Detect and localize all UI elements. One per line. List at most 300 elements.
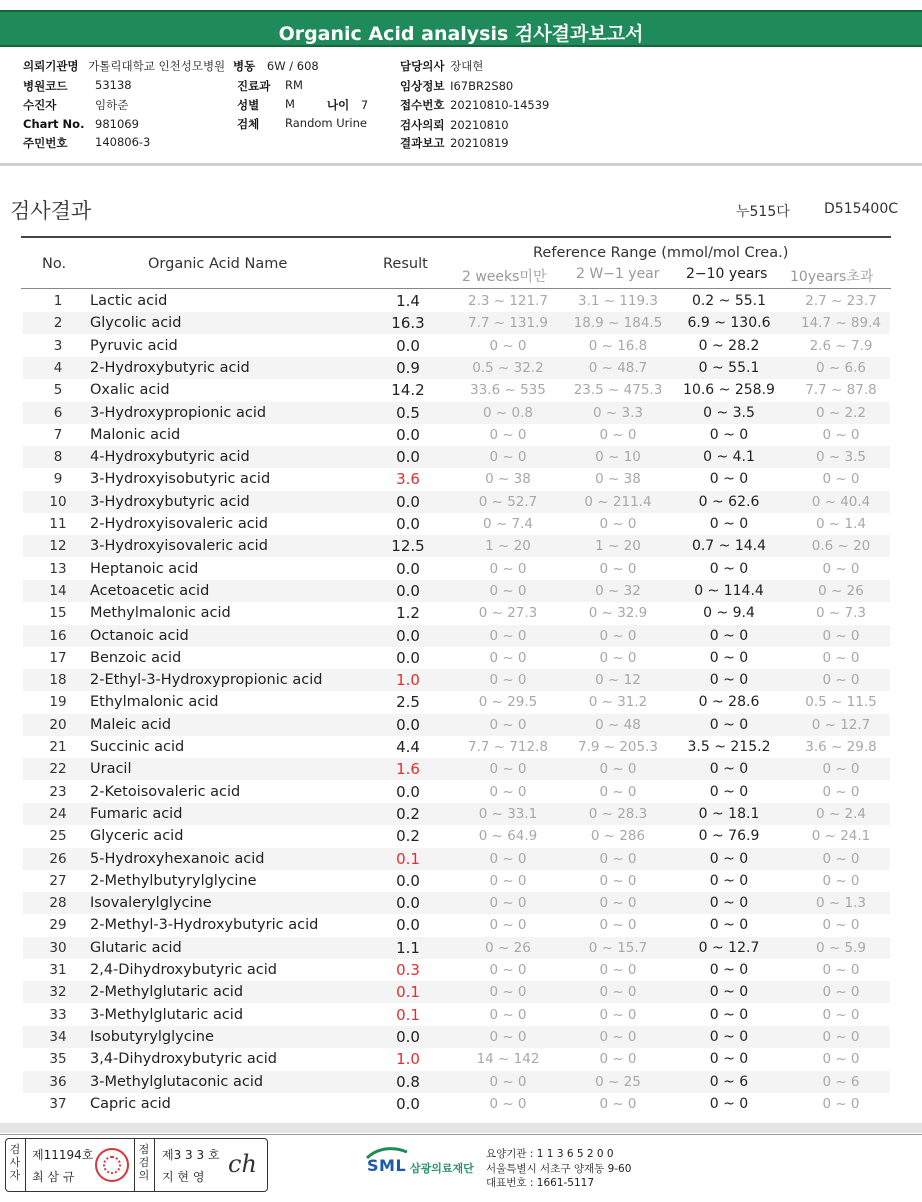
- range-2-10y: 0 ~ 4.1: [703, 449, 755, 466]
- result-value: 0.0: [396, 425, 420, 444]
- range-over-10y: 0.5 ~ 11.5: [805, 694, 877, 711]
- table-row: [23, 558, 890, 580]
- result-value: 0.1: [396, 1005, 420, 1024]
- row-number: 16: [49, 627, 67, 644]
- row-number: 21: [49, 739, 67, 755]
- range-2w-1y: 0 ~ 0: [599, 962, 637, 978]
- acid-name: Lactic acid: [90, 293, 168, 309]
- acid-name: 3-Hydroxybutyric acid: [90, 493, 250, 510]
- result-value: 0.0: [396, 782, 420, 801]
- table-row: [23, 491, 890, 513]
- acid-name: Isovalerylglycine: [90, 895, 212, 912]
- row-number: 23: [49, 783, 67, 800]
- range-2-10y: 0 ~ 0: [709, 962, 749, 978]
- range-2-10y: 0 ~ 3.5: [703, 404, 755, 421]
- result-value: 0.9: [396, 358, 420, 377]
- ref-col-2w-1y: 2 W−1 year: [576, 266, 660, 282]
- row-number: 20: [49, 716, 67, 733]
- range-over-10y: 0 ~ 5.9: [816, 939, 866, 956]
- range-under-2w: 0 ~ 0: [489, 649, 527, 666]
- age-value: 7: [360, 98, 369, 112]
- range-under-2w: 0 ~ 38: [485, 471, 531, 488]
- doctor-label: 담당의사: [400, 59, 445, 73]
- range-2w-1y: 0 ~ 0: [599, 426, 637, 443]
- range-under-2w: 0 ~ 0: [489, 1073, 527, 1090]
- result-value: 0.0: [396, 648, 420, 667]
- range-over-10y: 0 ~ 6: [822, 1073, 860, 1090]
- reviewer-name: 지 현 영: [162, 1170, 205, 1184]
- result-value: 1.2: [396, 604, 420, 623]
- range-under-2w: 0 ~ 0: [489, 984, 527, 1001]
- acid-name: 2-Methyl-3-Hydroxybutyric acid: [90, 917, 319, 934]
- range-2w-1y: 0 ~ 32.9: [588, 605, 648, 622]
- table-row: [23, 1004, 890, 1026]
- range-2-10y: 0 ~ 9.4: [703, 605, 755, 622]
- range-2w-1y: 0 ~ 0: [599, 627, 637, 644]
- clinical-value: I67BR2S80: [450, 79, 514, 93]
- range-under-2w: 0 ~ 0: [489, 1095, 527, 1112]
- range-2w-1y: 0 ~ 16.8: [588, 337, 648, 354]
- table-row: [23, 424, 890, 446]
- range-over-10y: 0 ~ 3.5: [816, 449, 866, 466]
- range-over-10y: 2.6 ~ 7.9: [809, 337, 873, 354]
- range-2w-1y: 0 ~ 10: [595, 449, 641, 466]
- range-under-2w: 0 ~ 0: [489, 672, 527, 689]
- row-number: 33: [49, 1006, 67, 1023]
- table-row: [23, 335, 890, 357]
- range-over-10y: 0 ~ 12.7: [811, 716, 871, 733]
- range-under-2w: 0 ~ 0: [489, 582, 527, 599]
- footer-band: [0, 1123, 922, 1133]
- chart-label: Chart No.: [23, 117, 85, 131]
- result-value: 0.8: [396, 1072, 420, 1091]
- range-2-10y: 0 ~ 0: [709, 649, 749, 666]
- result-value: 16.3: [391, 314, 425, 333]
- acid-name: Glutaric acid: [90, 939, 182, 956]
- result-value: 1.1: [396, 938, 420, 957]
- report-banner: [0, 10, 922, 47]
- range-2w-1y: 3.1 ~ 119.3: [577, 293, 658, 309]
- result-value: 0.0: [396, 559, 420, 578]
- range-2w-1y: 0 ~ 32: [595, 582, 641, 599]
- row-number: 31: [49, 962, 67, 978]
- range-2w-1y: 0 ~ 0: [599, 1028, 637, 1045]
- range-under-2w: 0 ~ 0: [489, 917, 527, 934]
- result-value: 0.0: [396, 1027, 420, 1046]
- result-value: 0.0: [396, 1094, 420, 1113]
- id-row: [23, 135, 151, 151]
- table-row: [23, 714, 890, 736]
- range-under-2w: 33.6 ~ 535: [470, 382, 546, 399]
- table-row: [23, 468, 890, 490]
- row-number: 35: [49, 1051, 67, 1068]
- range-2w-1y: 0 ~ 25: [595, 1073, 641, 1090]
- range-under-2w: 0 ~ 0: [489, 1028, 527, 1045]
- request-value: 20210810: [450, 118, 509, 132]
- range-over-10y: 0 ~ 26: [818, 582, 864, 599]
- result-value: 0.0: [396, 336, 420, 355]
- row-number: 28: [49, 895, 67, 912]
- range-2-10y: 0 ~ 0: [709, 672, 749, 689]
- inspector-name: 최 삼 규: [32, 1170, 75, 1184]
- result-value: 0.5: [396, 403, 420, 422]
- report-date-label: 결과보고: [400, 136, 445, 150]
- sex-label: 성별: [237, 98, 260, 112]
- acid-name: 3-Hydroxyisovaleric acid: [90, 538, 268, 555]
- range-2w-1y: 0 ~ 15.7: [588, 939, 648, 956]
- table-row: [23, 848, 890, 870]
- row-number: 8: [53, 449, 63, 466]
- range-under-2w: 0 ~ 0: [489, 962, 527, 978]
- table-row: [23, 825, 890, 847]
- patient-value: 임하준: [95, 98, 129, 112]
- acid-name: Isobutyrylglycine: [90, 1028, 214, 1045]
- range-2w-1y: 0 ~ 48: [595, 716, 641, 733]
- sig-divider-1: [25, 1138, 26, 1192]
- row-number: 9: [53, 471, 63, 488]
- range-over-10y: 0 ~ 0: [822, 1051, 860, 1068]
- range-under-2w: 0 ~ 0: [489, 426, 527, 443]
- range-2-10y: 0 ~ 0: [709, 1095, 749, 1112]
- range-over-10y: 0 ~ 0: [822, 627, 860, 644]
- range-under-2w: 0 ~ 0: [489, 1006, 527, 1023]
- range-2-10y: 0 ~ 0: [709, 516, 749, 532]
- range-over-10y: 0 ~ 0: [822, 872, 860, 889]
- range-under-2w: 0 ~ 0: [489, 560, 527, 577]
- range-2-10y: 0 ~ 0: [709, 917, 749, 934]
- range-over-10y: 0 ~ 1.4: [816, 516, 866, 532]
- range-2w-1y: 0 ~ 0: [599, 783, 637, 800]
- result-value: 0.2: [396, 804, 420, 823]
- sex-row: [237, 97, 295, 113]
- range-2-10y: 0 ~ 28.6: [698, 694, 760, 711]
- row-number: 19: [49, 694, 67, 711]
- range-over-10y: 7.7 ~ 87.8: [805, 382, 877, 399]
- range-over-10y: 0 ~ 0: [822, 426, 860, 443]
- range-2w-1y: 0 ~ 0: [599, 850, 637, 867]
- range-2w-1y: 0 ~ 0: [599, 516, 637, 532]
- acid-name: Glyceric acid: [90, 828, 184, 845]
- acid-name: Oxalic acid: [90, 382, 170, 399]
- range-under-2w: 0 ~ 0: [489, 449, 527, 466]
- row-number: 15: [49, 605, 67, 622]
- acid-name: 4-Hydroxybutyric acid: [90, 449, 250, 466]
- table-row: [23, 781, 890, 803]
- ref-col-over-10y: 10years초과: [790, 269, 874, 285]
- result-value: 14.2: [391, 381, 425, 400]
- range-over-10y: 0 ~ 0: [822, 560, 860, 577]
- ref-range-header: Reference Range (mmol/mol Crea.): [533, 245, 789, 261]
- acid-name: 3-Hydroxyisobutyric acid: [90, 471, 271, 488]
- lab-address: 서울특별시 서초구 양재동 9-60: [486, 1163, 632, 1175]
- institution-label: 의뢰기관명: [23, 59, 79, 73]
- dept-row: [237, 78, 303, 94]
- clinical-label: 임상정보: [400, 79, 445, 93]
- row-number: 32: [49, 984, 67, 1001]
- result-value: 1.0: [396, 1050, 420, 1069]
- specimen-value: Random Urine: [285, 116, 367, 130]
- specimen-label: 검체: [237, 117, 260, 131]
- acid-name: 2-Hydroxybutyric acid: [90, 359, 250, 376]
- result-value: 12.5: [391, 537, 425, 556]
- range-2-10y: 0 ~ 0: [709, 895, 749, 912]
- range-2w-1y: 0 ~ 31.2: [588, 694, 648, 711]
- range-2-10y: 0 ~ 28.2: [698, 337, 760, 354]
- range-2w-1y: 0 ~ 28.3: [588, 805, 648, 822]
- acid-name: 5-Hydroxyhexanoic acid: [90, 850, 265, 867]
- range-2-10y: 0 ~ 12.7: [698, 939, 760, 956]
- range-2w-1y: 1 ~ 20: [595, 538, 641, 555]
- reviewer-license: 제3 3 3 호: [162, 1148, 220, 1162]
- range-2w-1y: 18.9 ~ 184.5: [573, 315, 663, 332]
- range-over-10y: 0 ~ 0: [822, 984, 860, 1001]
- specimen-row: [237, 116, 367, 132]
- range-under-2w: 0 ~ 0: [489, 872, 527, 889]
- lab-phone: 대표번호 : 1661-5117: [486, 1177, 595, 1189]
- table-row: [23, 625, 890, 647]
- acid-name: Uracil: [90, 761, 132, 778]
- table-row: [23, 758, 890, 780]
- row-number: 26: [49, 850, 67, 867]
- range-over-10y: 0 ~ 0: [822, 850, 860, 867]
- dept-value: RM: [285, 78, 303, 92]
- range-2w-1y: 0 ~ 211.4: [584, 493, 652, 510]
- range-2-10y: 0 ~ 0: [709, 1006, 749, 1023]
- table-row: [23, 937, 890, 959]
- table-row: [23, 870, 890, 892]
- sig-divider-3: [154, 1138, 155, 1192]
- result-value: 0.1: [396, 983, 420, 1002]
- acid-name: 3-Methylglutaconic acid: [90, 1073, 264, 1090]
- table-row: [23, 312, 890, 334]
- acid-name: Acetoacetic acid: [90, 582, 210, 599]
- range-under-2w: 0 ~ 0: [489, 783, 527, 800]
- range-under-2w: 0 ~ 26: [485, 939, 531, 956]
- range-2w-1y: 0 ~ 0: [599, 984, 637, 1001]
- reception-value: 20210810-14539: [450, 98, 550, 112]
- range-2-10y: 0 ~ 0: [709, 716, 749, 733]
- range-2-10y: 0 ~ 76.9: [698, 828, 760, 845]
- report-date-value: 20210819: [450, 136, 509, 150]
- sig-divider-2: [134, 1138, 135, 1192]
- row-number: 37: [49, 1095, 67, 1112]
- row-number: 1: [53, 293, 63, 309]
- sex-value: M: [285, 97, 295, 111]
- acid-name: Octanoic acid: [90, 627, 189, 644]
- result-value: 3.6: [396, 470, 420, 489]
- result-value: 0.0: [396, 515, 420, 533]
- table-row: [23, 602, 890, 624]
- range-2-10y: 6.9 ~ 130.6: [687, 315, 771, 332]
- table-row: [23, 981, 890, 1003]
- range-over-10y: 0 ~ 0: [822, 917, 860, 934]
- table-row: [23, 513, 890, 535]
- range-over-10y: 0 ~ 24.1: [811, 828, 871, 845]
- section-title: 검사결과: [10, 199, 92, 223]
- result-value: 0.0: [396, 448, 420, 467]
- acid-name: Pyruvic acid: [90, 337, 178, 354]
- acid-name: 2,4-Dihydroxybutyric acid: [90, 962, 278, 978]
- table-row: [23, 669, 890, 691]
- report-date-row: [400, 135, 509, 151]
- range-2w-1y: 0 ~ 0: [599, 649, 637, 666]
- result-value: 0.0: [396, 894, 420, 913]
- range-over-10y: 0 ~ 0: [822, 1028, 860, 1045]
- row-number: 14: [49, 582, 67, 599]
- acid-name: Methylmalonic acid: [90, 605, 231, 622]
- official-seal-icon: [95, 1148, 129, 1182]
- hospital-code-value: 53138: [95, 78, 132, 92]
- report-title: Organic Acid analysis 검사결과보고서: [278, 23, 644, 45]
- range-2-10y: 0 ~ 0: [709, 1051, 749, 1068]
- table-row: [23, 959, 890, 981]
- col-result-header: Result: [383, 256, 428, 272]
- result-value: 0.0: [396, 492, 420, 511]
- range-2-10y: 0 ~ 0: [709, 984, 749, 1001]
- table-row: [23, 1071, 890, 1093]
- hospital-code-row: [23, 78, 132, 94]
- row-number: 13: [49, 560, 67, 577]
- table-row: [23, 357, 890, 379]
- range-under-2w: 0.5 ~ 32.2: [472, 359, 544, 376]
- acid-name: Capric acid: [90, 1095, 171, 1112]
- range-over-10y: 2.7 ~ 23.7: [805, 293, 877, 309]
- acid-name: 3-Hydroxypropionic acid: [90, 404, 267, 421]
- chart-value: 981069: [95, 117, 139, 131]
- acid-name: Fumaric acid: [90, 805, 183, 822]
- table-row: [23, 803, 890, 825]
- age-row: [327, 97, 368, 113]
- row-number: 17: [49, 649, 67, 666]
- result-value: 0.2: [396, 827, 420, 846]
- range-over-10y: 0 ~ 2.2: [816, 404, 866, 421]
- patient-label: 수진자: [23, 98, 57, 112]
- ref-col-under-2w: 2 weeks미만: [462, 269, 547, 285]
- table-header-rule: [21, 288, 891, 289]
- acid-name: Heptanoic acid: [90, 560, 199, 577]
- range-2-10y: 10.6 ~ 258.9: [683, 382, 775, 399]
- table-row: [23, 736, 890, 758]
- range-2w-1y: 0 ~ 0: [599, 1051, 637, 1068]
- logo-name: 삼광의료재단: [410, 1162, 474, 1175]
- range-2-10y: 0 ~ 0: [709, 560, 749, 577]
- ref-col-2-10y: 2−10 years: [686, 266, 768, 282]
- acid-name: 3-Methylglutaric acid: [90, 1006, 244, 1023]
- table-row: [23, 1093, 890, 1115]
- row-number: 6: [53, 404, 63, 421]
- age-label: 나이: [327, 98, 350, 112]
- range-2w-1y: 0 ~ 12: [595, 672, 641, 689]
- table-row: [23, 379, 890, 401]
- range-2w-1y: 0 ~ 38: [595, 471, 641, 488]
- range-2-10y: 0 ~ 6: [709, 1073, 749, 1090]
- request-label: 검사의뢰: [400, 118, 445, 132]
- result-value: 1.0: [396, 671, 420, 690]
- range-under-2w: 14 ~ 142: [476, 1051, 540, 1068]
- range-under-2w: 7.7 ~ 712.8: [467, 739, 548, 755]
- table-row: [23, 647, 890, 669]
- test-code: D515400C: [824, 201, 898, 217]
- acid-name: 2-Methylbutyrylglycine: [90, 872, 257, 889]
- range-2w-1y: 7.9 ~ 205.3: [577, 739, 658, 755]
- range-over-10y: 0 ~ 0: [822, 783, 860, 800]
- result-value: 4.4: [396, 738, 420, 756]
- logo-mark-text: SML: [367, 1156, 407, 1175]
- table-row: [23, 535, 890, 557]
- range-2-10y: 0.7 ~ 14.4: [691, 538, 767, 555]
- id-label: 주민번호: [23, 136, 68, 150]
- ward-row: [233, 58, 319, 74]
- range-under-2w: 0 ~ 64.9: [478, 828, 538, 845]
- range-2w-1y: 0 ~ 286: [590, 828, 646, 845]
- range-2w-1y: 0 ~ 0: [599, 761, 637, 778]
- result-value: 2.5: [396, 693, 420, 712]
- row-number: 22: [49, 761, 67, 778]
- row-number: 34: [49, 1028, 67, 1045]
- table-row: [23, 1048, 890, 1070]
- id-value: 140806-3: [95, 135, 151, 149]
- range-2-10y: 0 ~ 0: [709, 1028, 749, 1045]
- row-number: 29: [49, 917, 67, 934]
- row-number: 18: [49, 672, 67, 689]
- row-number: 7: [53, 426, 63, 443]
- range-under-2w: 0 ~ 52.7: [478, 493, 538, 510]
- range-2-10y: 0 ~ 0: [709, 761, 749, 778]
- acid-name: 2-Ketoisovaleric acid: [90, 783, 241, 800]
- result-value: 0.0: [396, 871, 420, 890]
- clinical-row: [400, 78, 513, 94]
- reviewer-label: 점검의: [138, 1143, 150, 1182]
- range-under-2w: 0 ~ 0: [489, 761, 527, 778]
- range-over-10y: 0 ~ 6.6: [816, 359, 866, 376]
- result-value: 0.0: [396, 581, 420, 600]
- range-2-10y: 0.2 ~ 55.1: [691, 293, 767, 309]
- range-over-10y: 0 ~ 0: [822, 471, 860, 488]
- row-number: 2: [53, 315, 63, 332]
- range-under-2w: 0 ~ 33.1: [478, 805, 538, 822]
- range-over-10y: 3.6 ~ 29.8: [805, 739, 877, 755]
- insurance-code: 누515다: [736, 204, 790, 220]
- row-number: 10: [49, 493, 67, 510]
- range-2w-1y: 0 ~ 0: [599, 895, 637, 912]
- row-number: 4: [53, 359, 63, 376]
- range-over-10y: 0 ~ 0: [822, 761, 860, 778]
- agency-number: 요양기관 : 1 1 3 6 5 2 0 0: [486, 1148, 614, 1160]
- range-2-10y: 0 ~ 0: [709, 783, 749, 800]
- acid-name: 2-Ethyl-3-Hydroxypropionic acid: [90, 672, 323, 689]
- range-2-10y: 0 ~ 62.6: [698, 493, 760, 510]
- col-name-header: Organic Acid Name: [148, 256, 288, 272]
- range-over-10y: 0 ~ 7.3: [816, 605, 866, 622]
- reception-label: 접수번호: [400, 98, 445, 112]
- table-row: [23, 691, 890, 713]
- table-row: [23, 402, 890, 424]
- result-value: 0.3: [396, 961, 420, 979]
- range-under-2w: 2.3 ~ 121.7: [467, 293, 548, 309]
- row-number: 11: [49, 516, 67, 532]
- acid-name: Maleic acid: [90, 716, 172, 733]
- row-number: 27: [49, 872, 67, 889]
- range-over-10y: 0 ~ 0: [822, 1095, 860, 1112]
- result-value: 0.0: [396, 916, 420, 935]
- acid-name: 2-Hydroxyisovaleric acid: [90, 516, 268, 532]
- col-no-header: No.: [42, 256, 67, 272]
- table-row: [23, 290, 890, 312]
- range-2-10y: 0 ~ 18.1: [698, 805, 760, 822]
- dept-label: 진료과: [237, 79, 271, 93]
- range-2w-1y: 0 ~ 0: [599, 872, 637, 889]
- acid-name: Succinic acid: [90, 739, 185, 755]
